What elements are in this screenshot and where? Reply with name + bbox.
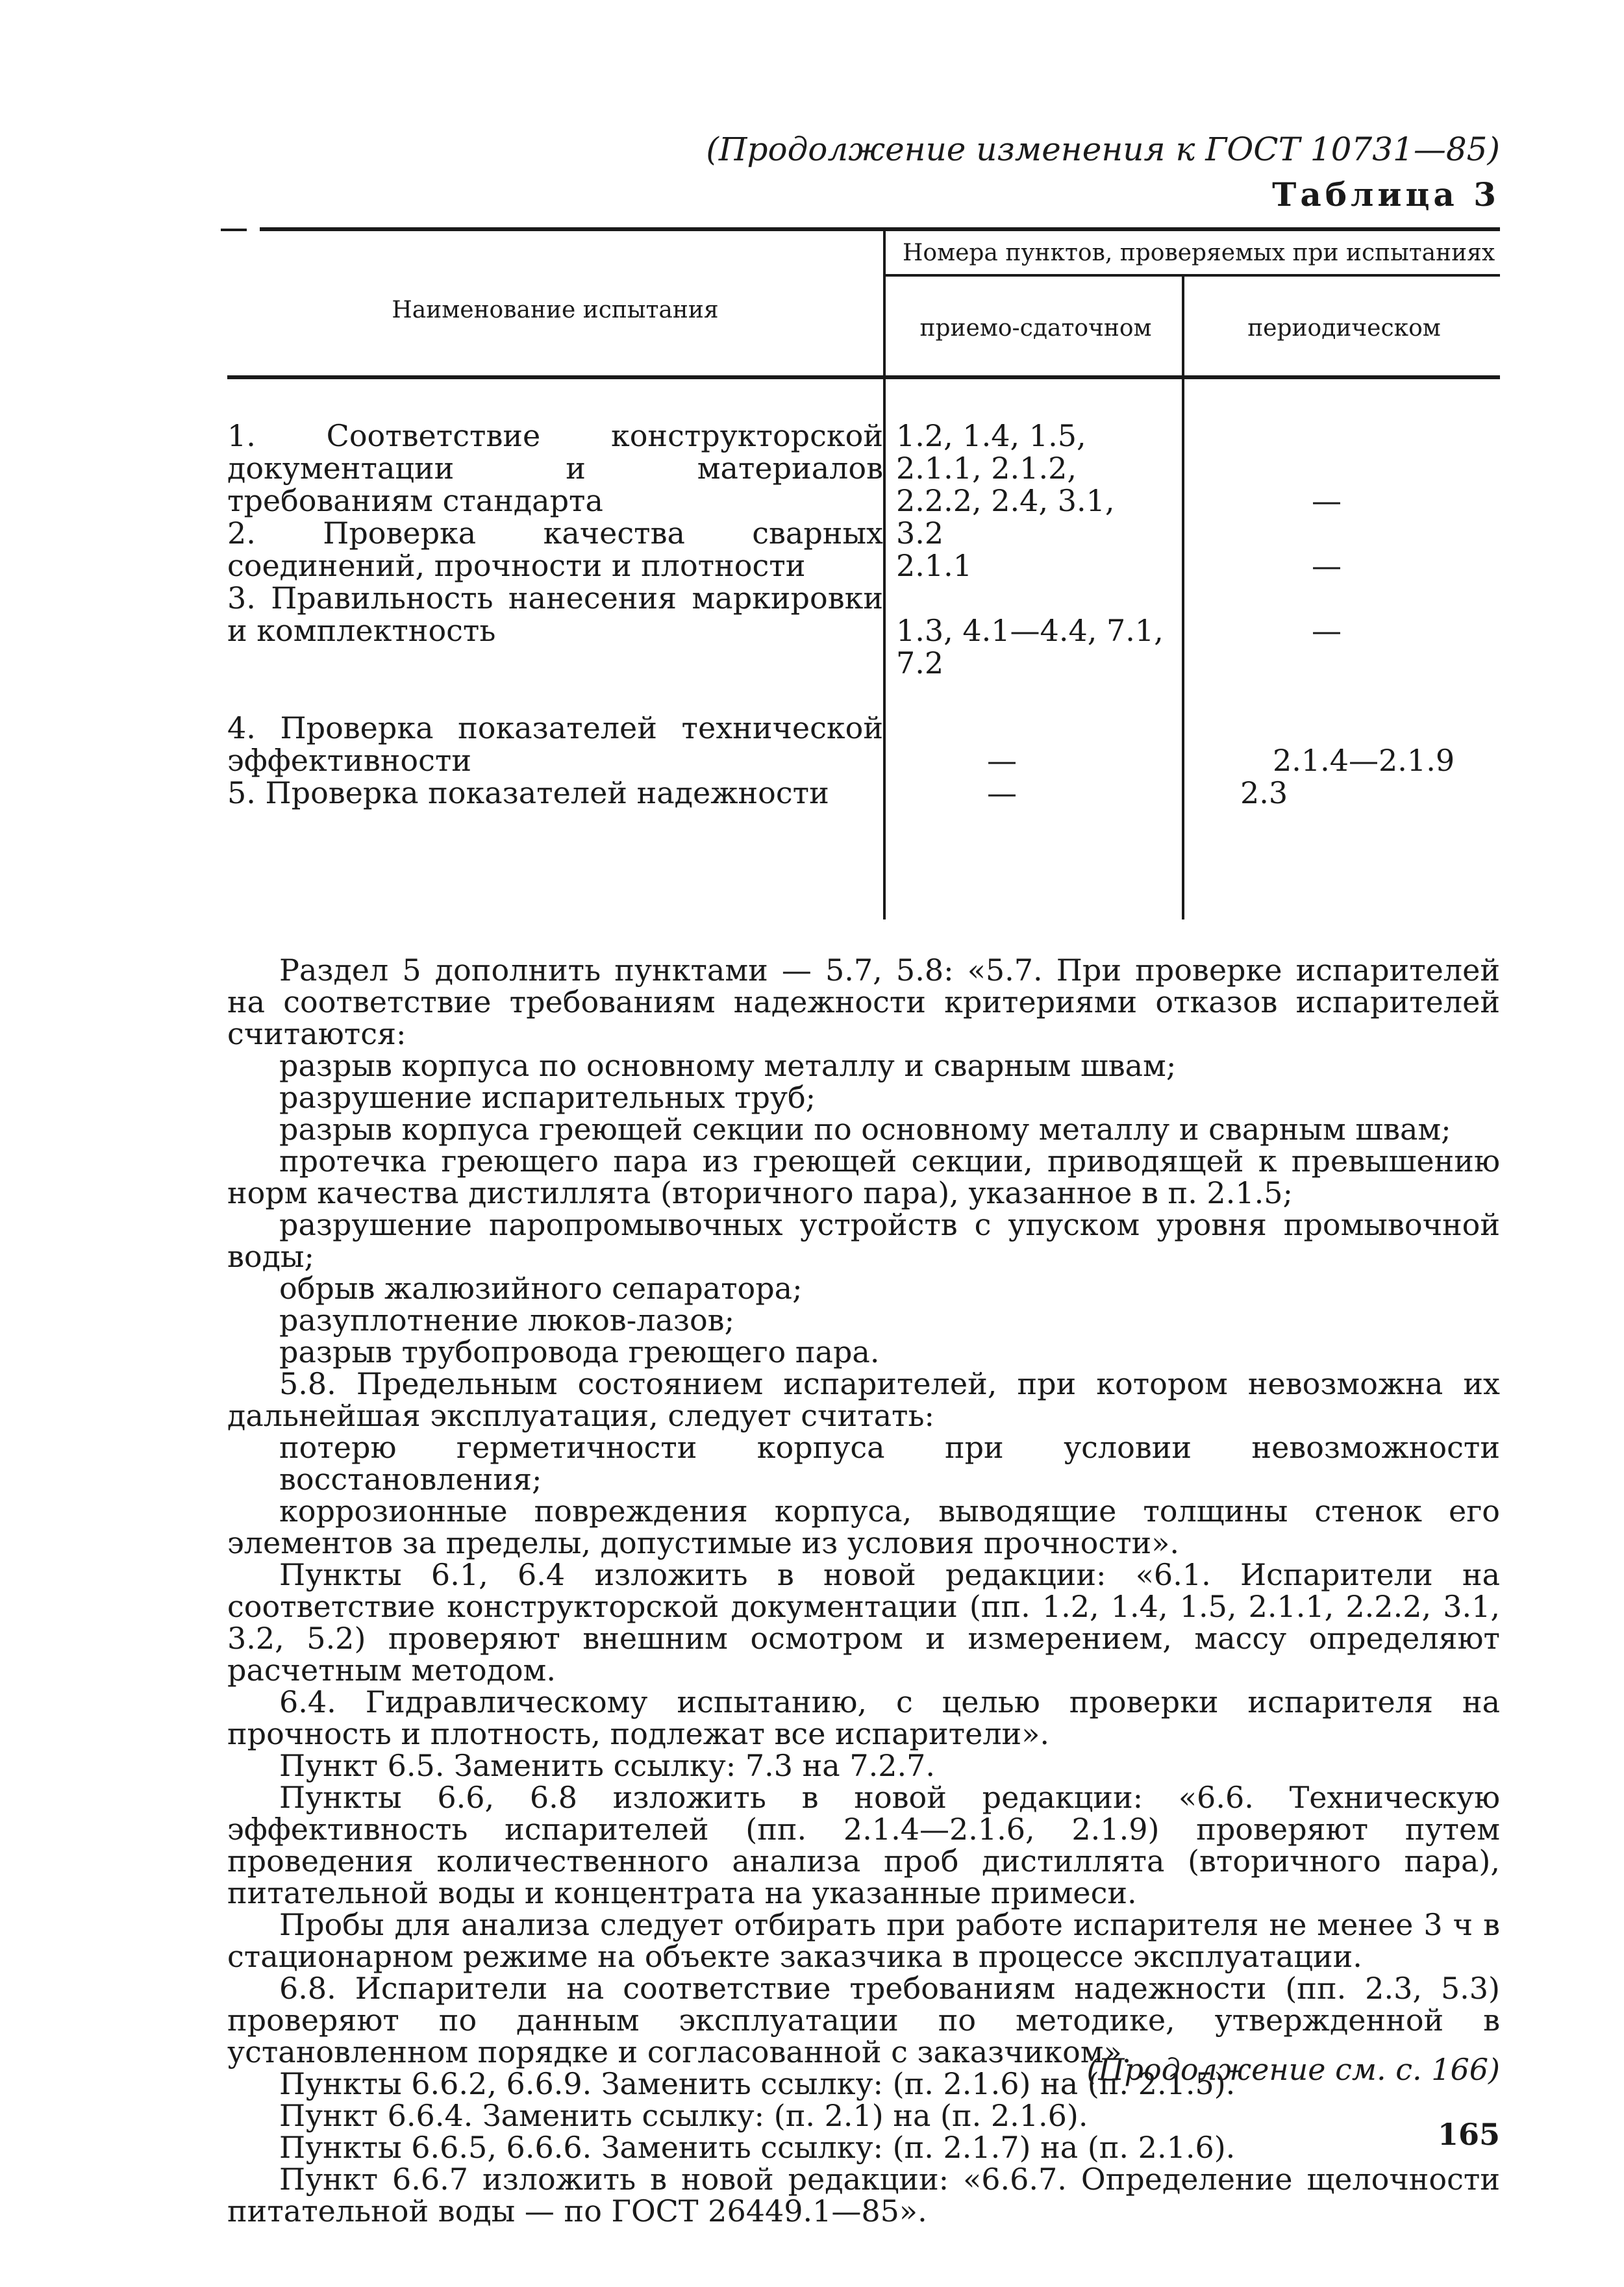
tests-table	[227, 231, 1500, 919]
header-acceptance: приемо-сдаточном	[919, 315, 1152, 342]
table-row-2-periodic: —	[1312, 548, 1342, 583]
document-page	[227, 130, 1500, 2229]
table-row-1-periodic: —	[1312, 483, 1342, 518]
header-points-group: Номера пунктов, проверяемых при испытаниях	[903, 240, 1495, 266]
list-item: разрыв корпуса по основному металлу и сварным швам;	[279, 1048, 1177, 1083]
table-row-3-periodic: —	[1312, 613, 1342, 648]
table-row-1-acceptance: 1.2, 1.4, 1.5, 2.1.1, 2.1.2, 2.2.2, 2.4, 3.1, 3.2	[896, 418, 1115, 551]
table-vline-1	[883, 231, 886, 919]
page-number: 165	[1437, 2117, 1500, 2152]
table-row-5-periodic: 2.3	[1240, 775, 1288, 810]
table-row-1-name: 1. Соответствие конструкторской документации и материалов требованиям стандарта	[227, 418, 883, 518]
table-row-2-name: 2. Проверка качества сварных соединений, прочности и плотности	[227, 516, 883, 583]
list-item: разуплотнение люков-лазов;	[279, 1303, 735, 1338]
paragraph: 5.8. Предельным состоянием испарителей, при котором невозможна их дальнейшая эксплуатация, следует считать:	[227, 1366, 1500, 1433]
paragraph: 6.8. Испарители на соответствие требованиям надежности (пп. 2.3, 5.3) проверяют по данным эксплуатации по методике, утвержденной в установленном порядке и согласованной с заказчиком».	[227, 1971, 1500, 2069]
header-test-name: Наименование испытания	[392, 297, 719, 323]
paragraph: Пробы для анализа следует отбирать при работе испарителя не менее 3 ч в стационарном режиме на объекте заказчика в процессе эксплуатации.	[227, 1907, 1500, 1974]
paragraph: Пункты 6.1, 6.4 изложить в новой редакции: «6.1. Испарители на соответствие конструкторской документации (пп. 1.2, 1.4, 1.5, 2.1.1, 2.2.2, 3.1, 3.2, 5.2) проверяют внешним осмотром и измерением, массу определяют расчетным методом.	[227, 1557, 1500, 1688]
paragraph: Пункты 6.6, 6.8 изложить в новой редакции: «6.6. Техническую эффективность испарителей (пп. 2.1.4—2.1.6, 2.1.9) проверяют путем проведения количественного анализа проб дистиллята (вторичного пара), питательной воды и концентрата на указанные примеси.	[227, 1780, 1500, 1910]
continuation-header: (Продолжение изменения к ГОСТ 10731—85)	[706, 131, 1500, 168]
paragraph: Пункт 6.5. Заменить ссылку: 7.3 на 7.2.7.	[279, 1748, 936, 1783]
table-row-3-acceptance: 1.3, 4.1—4.4, 7.1, 7.2	[896, 613, 1164, 681]
header-periodic: периодическом	[1247, 315, 1441, 342]
table-row-3-name: 3. Правильность нанесения маркировки и комплектность	[227, 581, 883, 648]
paragraph: 6.4. Гидравлическому испытанию, с целью проверки испарителя на прочность и плотность, подлежат все испарители».	[227, 1684, 1500, 1751]
list-item: коррозионные повреждения корпуса, выводящие толщины стенок его элементов за пределы, допустимые из условия прочности».	[227, 1493, 1500, 1560]
table-hline-group	[883, 274, 1500, 277]
table-row-4-periodic: 2.1.4—2.1.9	[1273, 743, 1455, 778]
list-item: потерю герметичности корпуса при условии невозможности восстановления;	[279, 1430, 1500, 1497]
paragraph: Раздел 5 дополнить пунктами — 5.7, 5.8: «5.7. При проверке испарителей на соответствие требованиям надежности критериями отказов испарителей считаются:	[227, 953, 1500, 1051]
continuation-footer: (Продолжение см. с. 166)	[1086, 2052, 1500, 2087]
list-item: разрушение паропромывочных устройств с упуском уровня промывочной воды;	[227, 1207, 1500, 1274]
list-item: разрыв корпуса греющей секции по основному металлу и сварным швам;	[279, 1112, 1451, 1147]
list-item: обрыв жалюзийного сепаратора;	[279, 1271, 803, 1306]
list-item: разрыв трубопровода греющего пара.	[279, 1334, 880, 1369]
table-row-4-name: 4. Проверка показателей технической эффективности	[227, 710, 883, 778]
table-label: Таблица 3	[1272, 175, 1500, 214]
table-row-5-acceptance: —	[987, 775, 1017, 810]
table-header-rule	[227, 375, 1500, 379]
paragraph: Пункт 6.6.7 изложить в новой редакции: «6.6.7. Определение щелочности питательной воды — по ГОСТ 26449.1—85».	[227, 2162, 1500, 2229]
table-row-2-acceptance: 2.1.1	[896, 548, 973, 583]
table-row-5-name: 5. Проверка показателей надежности	[227, 775, 829, 810]
list-item: протечка греющего пара из греющей секции, приводящей к превышению норм качества дистиллята (вторичного пара), указанное в п. 2.1.5;	[227, 1144, 1500, 1210]
table-vline-2	[1182, 277, 1184, 919]
table-row-4-acceptance: —	[987, 743, 1017, 778]
paragraph: Пункты 6.6.2, 6.6.9. Заменить ссылку: (п. 2.1.6) на (п. 2.1.5).	[279, 2066, 1236, 2101]
amendment-body	[227, 955, 1500, 2227]
paragraph: Пункт 6.6.4. Заменить ссылку: (п. 2.1) на (п. 2.1.6).	[279, 2098, 1088, 2133]
paragraph: Пункты 6.6.5, 6.6.6. Заменить ссылку: (п. 2.1.7) на (п. 2.1.6).	[279, 2130, 1236, 2165]
list-item: разрушение испарительных труб;	[279, 1080, 816, 1115]
